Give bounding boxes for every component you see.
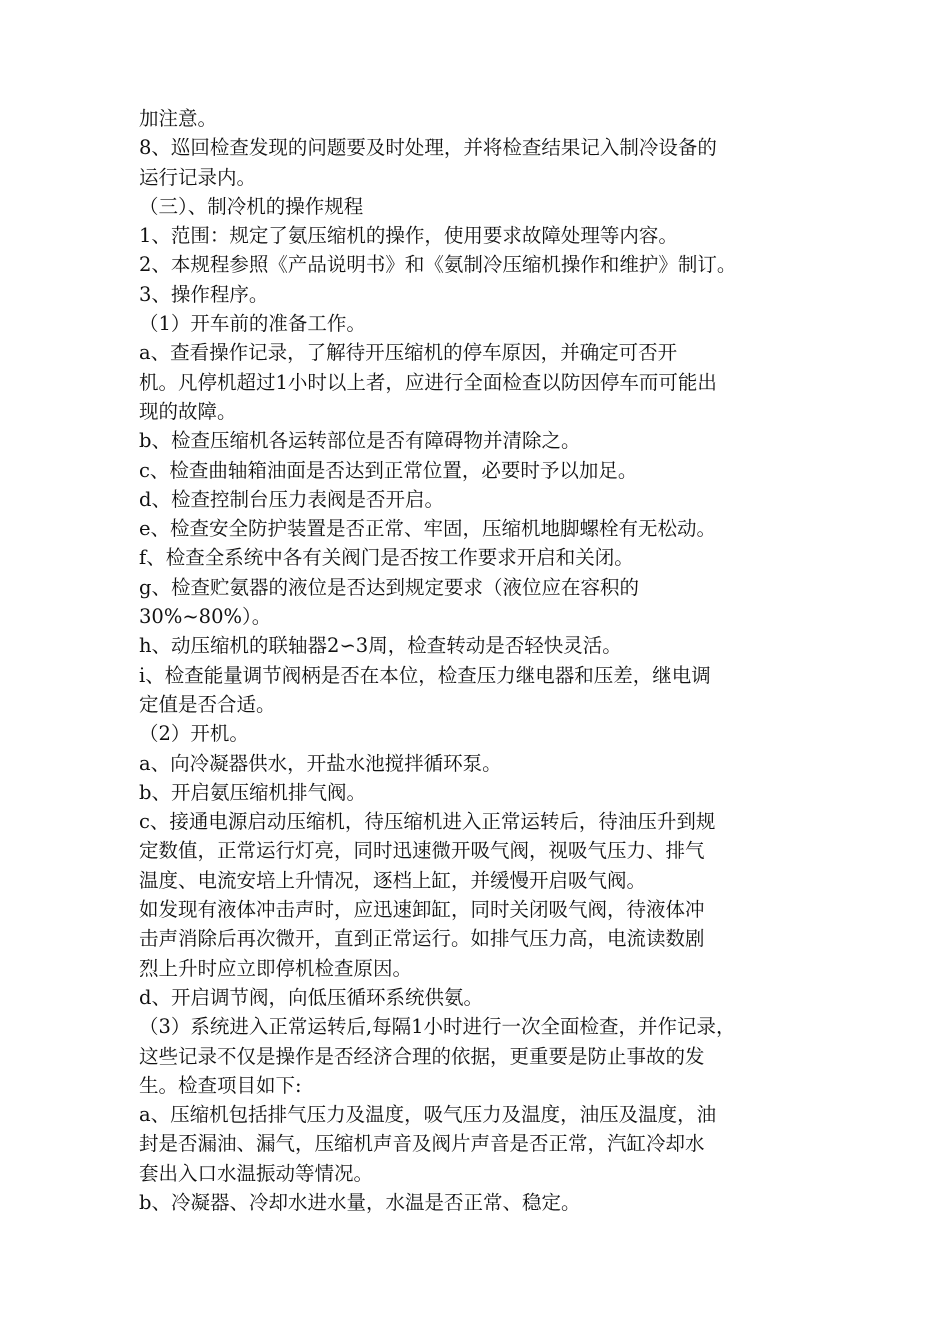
text-line: a、向冷凝器供水，开盐水池搅拌循环泵。 (139, 751, 502, 775)
document-body (139, 104, 839, 1217)
text-line: a、压缩机包括排气压力及温度，吸气压力及温度，油压及温度，油 (139, 1103, 717, 1127)
text-line: h、动压缩机的联轴器2∽3周，检查转动是否轻快灵活。 (139, 634, 622, 658)
subsection-heading: （2）开机。 (139, 722, 249, 746)
text-line: 2、本规程参照《产品说明书》和《氨制冷压缩机操作和维护》制订。 (139, 253, 737, 277)
text-line: g、检查贮氨器的液位是否达到规定要求（液位应在容积的 (139, 575, 639, 599)
text-line: a、查看操作记录，了解待开压缩机的停车原因，并确定可否开 (139, 341, 678, 365)
text-line: 机。凡停机超过1小时以上者，应进行全面检查以防因停车而可能出 (139, 370, 717, 394)
text-line: 现的故障。 (139, 399, 237, 423)
text-line: 生。检查项目如下: (139, 1073, 302, 1097)
text-line: d、开启调节阀，向低压循环系统供氨。 (139, 985, 483, 1009)
text-line: 这些记录不仅是操作是否经济合理的依据，更重要是防止事故的发 (139, 1044, 705, 1068)
text-line: 运行记录内。 (139, 165, 257, 189)
text-line: 击声消除后再次微开，直到正常运行。如排气压力高，电流读数剧 (139, 927, 705, 951)
text-line: 加注意。 (139, 107, 218, 130)
text-line: b、开启氨压缩机排气阀。 (139, 780, 366, 804)
text-line: 套出入口水温振动等情况。 (139, 1161, 374, 1185)
text-line: c、接通电源启动压缩机，待压缩机进入正常运转后，待油压升到规 (139, 810, 716, 834)
text-line: i、检查能量调节阀柄是否在本位，检查压力继电器和压差，继电调 (139, 663, 711, 687)
subsection-heading: （1）开车前的准备工作。 (139, 312, 366, 336)
text-line: b、冷凝器、冷却水进水量，水温是否正常、稳定。 (139, 1190, 581, 1214)
text-line: 定数值，正常运行灯亮，同时迅速微开吸气阀，视吸气压力、排气 (139, 839, 705, 863)
text-line: 定值是否合适。 (139, 692, 276, 716)
text-line: 封是否漏油、漏气，压缩机声音及阀片声音是否正常，汽缸冷却水 (139, 1132, 705, 1156)
text-line: f、检查全系统中各有关阀门是否按工作要求开启和关闭。 (139, 546, 634, 570)
text-line: 如发现有液体冲击声时，应迅速卸缸，同时关闭吸气阀，待液体冲 (139, 898, 705, 922)
text-line: 1、范围：规定了氨压缩机的操作，使用要求故障处理等内容。 (139, 224, 678, 248)
text-line: d、检查控制台压力表阀是否开启。 (139, 487, 444, 511)
subsection-heading: （3）系统进入正常运转后,每隔1小时进行一次全面检查，并作记录， (139, 1015, 736, 1039)
section-heading: （三）、制冷机的操作规程 (139, 194, 364, 218)
text-line: c、检查曲轴箱油面是否达到正常位置，必要时予以加足。 (139, 458, 638, 482)
text-line: 3、操作程序。 (139, 282, 269, 306)
text-line: b、检查压缩机各运转部位是否有障碍物并清除之。 (139, 429, 581, 453)
text-line: e、检查安全防护装置是否正常、牢固，压缩机地脚螺栓有无松动。 (139, 517, 717, 541)
text-line: 8、巡回检查发现的问题要及时处理，并将检查结果记入制冷设备的 (139, 136, 717, 160)
text-line: 烈上升时应立即停机检查原因。 (139, 956, 413, 980)
text-line: 30%~80%）。 (139, 605, 272, 629)
text-line: 温度、电流安培上升情况，逐档上缸，并缓慢开启吸气阀。 (139, 868, 647, 892)
